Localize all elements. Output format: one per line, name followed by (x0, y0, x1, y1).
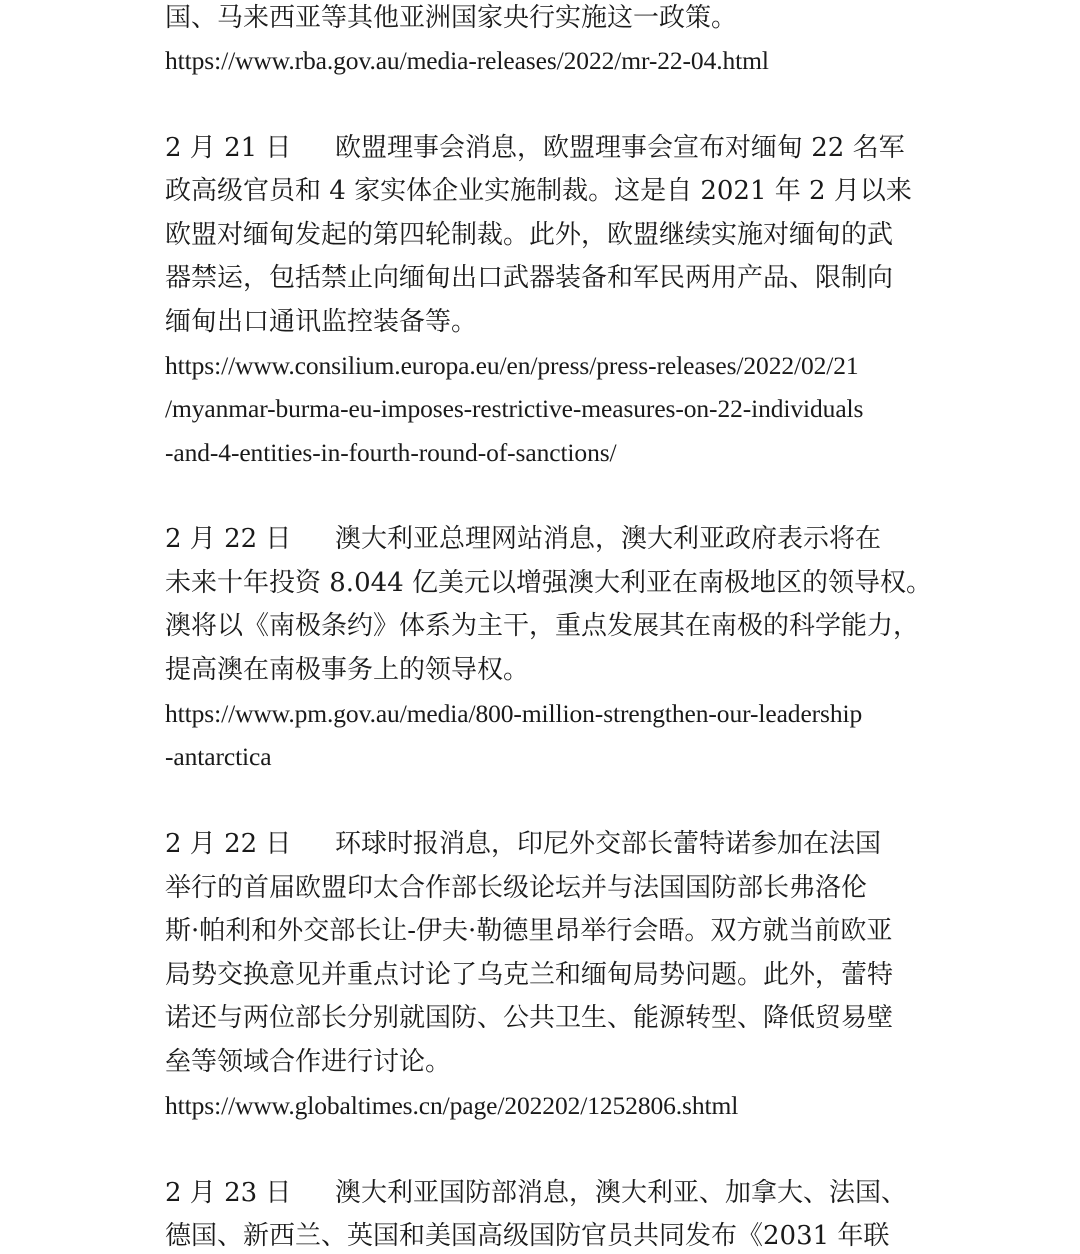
entry-date: 2 月 23 日 (165, 1178, 292, 1208)
source-url[interactable]: https://www.globaltimes.cn/page/202202/1252806.shtml (165, 1091, 739, 1120)
source-url[interactable]: -and-4-entities-in-fourth-round-of-sanctions/ (165, 438, 617, 467)
entry-text-line: 提高澳在南极事务上的领导权。 (165, 655, 530, 685)
entry-date: 2 月 22 日 (165, 524, 292, 554)
entry-text-line: 器禁运，包括禁止向缅甸出口武器装备和军民两用产品、限制向 (165, 263, 894, 293)
entry-text-line: 政高级官员和 4 家实体企业实施制裁。这是自 2021 年 2 月以来 (165, 176, 912, 206)
entry-text-line: 环球时报消息，印尼外交部长蕾特诺参加在法国 (335, 829, 882, 859)
source-url[interactable]: https://www.pm.gov.au/media/800-million-strengthen-our-leadership (165, 699, 863, 728)
entry-text-line: 德国、新西兰、英国和美国高级国防官员共同发布《2031 年联 (165, 1221, 890, 1251)
entry-date: 2 月 22 日 (165, 829, 292, 859)
entry-text-line: 澳将以《南极条约》体系为主干，重点发展其在南极的科学能力， (165, 611, 920, 641)
entry-first-line (165, 828, 881, 860)
source-url[interactable]: -antarctica (165, 742, 272, 771)
source-url[interactable]: https://www.rba.gov.au/media-releases/2022/mr-22-04.html (165, 46, 769, 75)
source-url[interactable]: https://www.consilium.europa.eu/en/press/press-releases/2022/02/21 (165, 351, 859, 380)
entry-first-line (165, 132, 905, 164)
entry-first-line (165, 1177, 907, 1209)
entry-text-line: 欧盟理事会消息，欧盟理事会宣布对缅甸 22 名军 (335, 133, 905, 163)
entry-text-line: 澳大利亚国防部消息，澳大利亚、加拿大、法国、 (335, 1178, 908, 1208)
entry-text-line: 缅甸出口通讯监控装备等。 (165, 307, 478, 337)
entry-first-line (165, 523, 881, 555)
entry-text-line: 欧盟对缅甸发起的第四轮制裁。此外，欧盟继续实施对缅甸的武 (165, 220, 894, 250)
entry-text-line: 斯·帕利和外交部长让-伊夫·勒德里昂举行会晤。双方就当前欧亚 (165, 916, 893, 946)
entry-text-line: 举行的首届欧盟印太合作部长级论坛并与法国国防部长弗洛伦 (165, 873, 868, 903)
source-url[interactable]: /myanmar-burma-eu-imposes-restrictive-measures-on-22-individuals (165, 394, 864, 423)
entry-text-line: 澳大利亚总理网站消息，澳大利亚政府表示将在 (335, 524, 882, 554)
entry-text-line: 未来十年投资 8.044 亿美元以增强澳大利亚在南极地区的领导权。 (165, 568, 932, 598)
entry-date: 2 月 21 日 (165, 133, 292, 163)
entry-text-line: 垒等领域合作进行讨论。 (165, 1047, 452, 1077)
entry-text-line: 国、马来西亚等其他亚洲国家央行实施这一政策。 (165, 3, 738, 33)
entry-text-line: 局势交换意见并重点讨论了乌克兰和缅甸局势问题。此外，蕾特 (165, 960, 894, 990)
entry-text-line: 诺还与两位部长分别就国防、公共卫生、能源转型、降低贸易壁 (165, 1003, 894, 1033)
